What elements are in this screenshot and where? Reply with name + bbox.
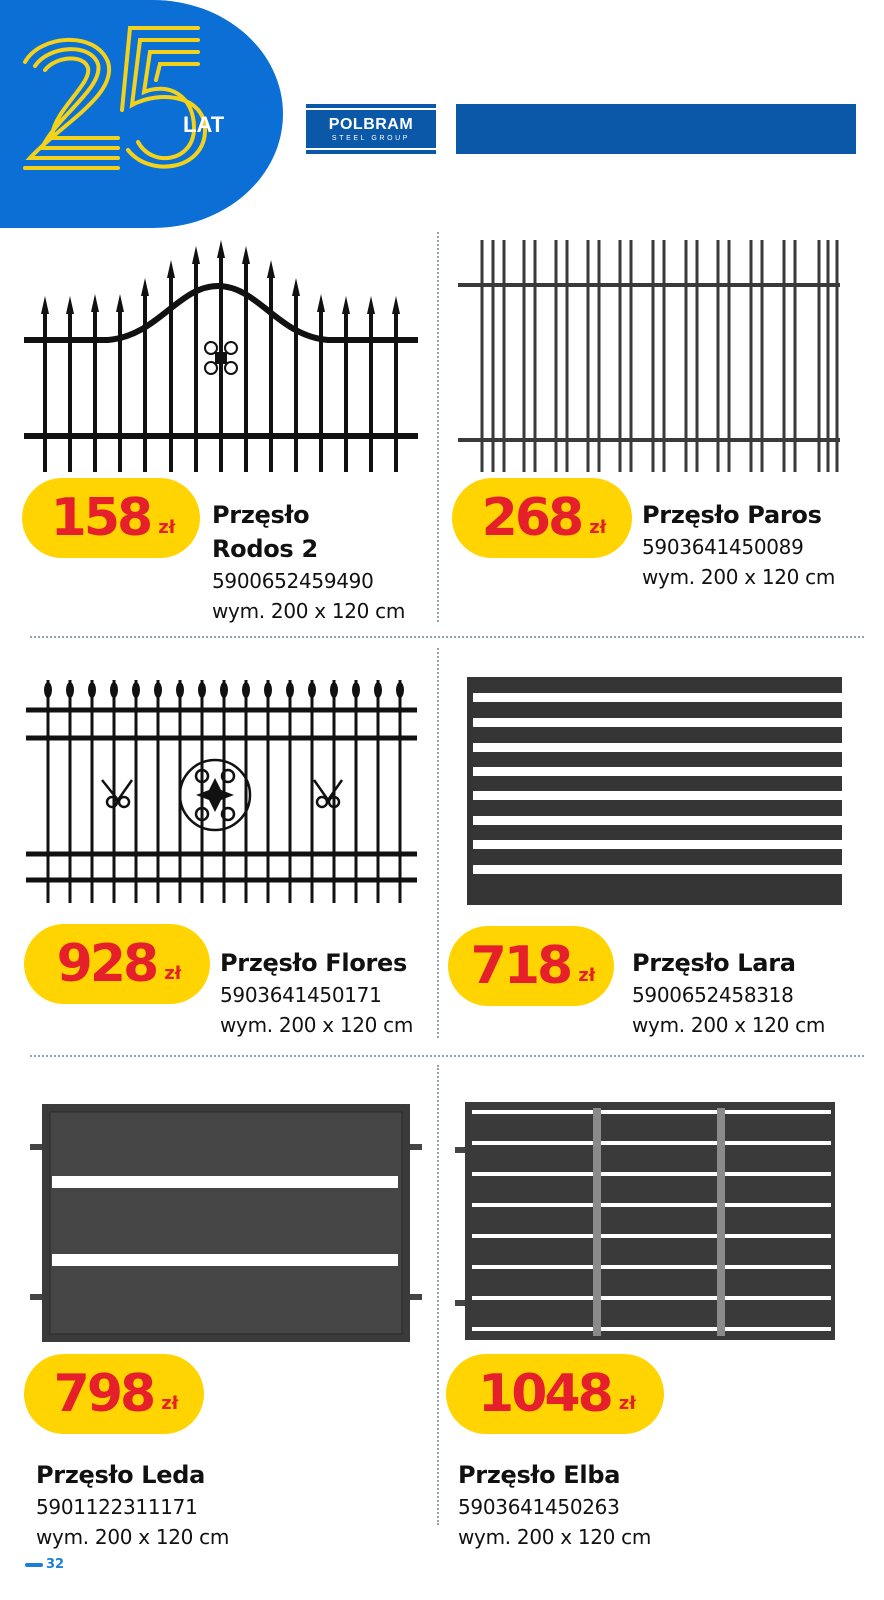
product-title: Przęsło Paros [642, 501, 822, 529]
product-title: Przęsło Flores [220, 949, 408, 977]
fence-dark-slat-panel-icon [455, 1102, 835, 1340]
price-badge: 928 zł [24, 924, 210, 1004]
product-ean: 5903641450263 [458, 1495, 620, 1519]
product-info [220, 946, 413, 1040]
fence-arched-spear-icon [18, 236, 423, 478]
page-dash-icon [25, 1563, 43, 1567]
product-dimensions: wym. 200 x 120 cm [212, 599, 406, 623]
product-title: Przęsło Leda [36, 1461, 206, 1489]
fence-solid-panel-icon [30, 1104, 422, 1342]
product-dimensions: wym. 200 x 120 cm [458, 1525, 652, 1549]
anniversary-25-icon [0, 0, 283, 228]
product-info [36, 1458, 229, 1552]
brand-name: POLBRAM [328, 116, 414, 133]
product-ean: 5903641450089 [642, 535, 804, 559]
fence-vertical-bars-icon [458, 240, 840, 476]
product-info [458, 1458, 651, 1552]
fence-horizontal-slats-icon [467, 677, 842, 905]
product-info [642, 498, 835, 592]
product-info [212, 498, 405, 626]
product-ean: 5900652458318 [632, 983, 794, 1007]
price-badge: 798 zł [24, 1354, 204, 1434]
row-divider [30, 636, 864, 638]
fence-ornamental-rosette-icon [22, 668, 417, 907]
product-dimensions: wym. 200 x 120 cm [36, 1525, 230, 1549]
anniversary-badge [0, 0, 283, 228]
brand-banner [456, 104, 856, 154]
column-divider [437, 1065, 439, 1525]
price-badge: 718 zł [448, 926, 614, 1006]
product-title: Przęsło Lara [632, 949, 796, 977]
product-dimensions: wym. 200 x 120 cm [632, 1013, 826, 1037]
product-title: Przęsło [212, 501, 310, 529]
product-dimensions: wym. 200 x 120 cm [642, 565, 836, 589]
price-badge: 158 zł [22, 478, 200, 558]
page-number: 32 [25, 1557, 64, 1572]
product-ean: 5900652459490 [212, 569, 374, 593]
polbram-logo [306, 104, 436, 154]
product-title: Rodos 2 [212, 535, 318, 563]
price-badge: 268 zł [452, 478, 632, 558]
price-badge: 1048 zł [446, 1354, 664, 1434]
column-divider [437, 648, 439, 1038]
product-dimensions: wym. 200 x 120 cm [220, 1013, 414, 1037]
row-divider [30, 1055, 864, 1057]
brand-tagline: STEEL GROUP [331, 135, 411, 142]
svg-text:LAT: LAT [183, 112, 225, 137]
product-ean: 5901122311171 [36, 1495, 198, 1519]
product-info [632, 946, 825, 1040]
product-ean: 5903641450171 [220, 983, 382, 1007]
column-divider [437, 232, 439, 622]
product-title: Przęsło Elba [458, 1461, 621, 1489]
